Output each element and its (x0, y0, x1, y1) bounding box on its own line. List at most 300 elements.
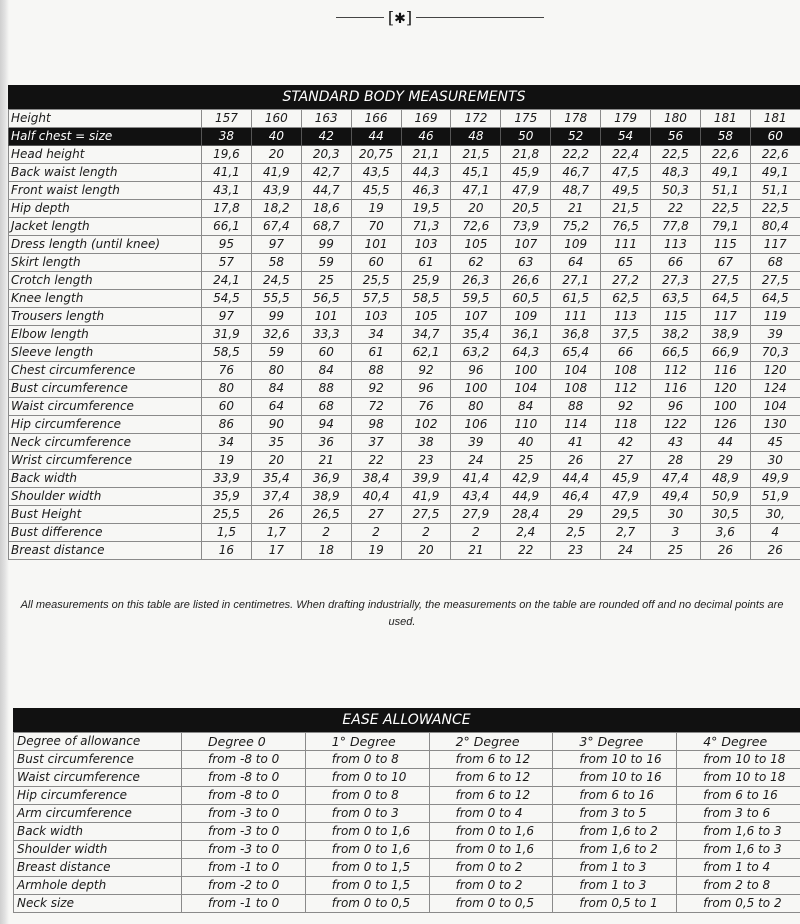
measurement-value: 20 (251, 452, 301, 470)
measurement-value: 50,3 (651, 182, 701, 200)
measurement-value: 22,5 (750, 200, 800, 218)
ease-header-cell: Degree of allowance (14, 733, 182, 751)
measurement-label: Hip depth (9, 200, 202, 218)
measurement-value: 114 (551, 416, 601, 434)
measurement-value: 36,9 (301, 470, 351, 488)
ease-value: from 0 to 4 (429, 805, 553, 823)
ease-value: from 10 to 16 (553, 769, 677, 787)
measurement-value: 65 (601, 254, 651, 272)
measurement-value: 166 (351, 110, 401, 128)
measurement-label: Jacket length (9, 218, 202, 236)
ease-value: from -8 to 0 (182, 769, 306, 787)
measurement-value: 51,1 (700, 182, 750, 200)
measurement-value: 105 (451, 236, 501, 254)
measurement-value: 120 (750, 362, 800, 380)
ease-label: Neck size (14, 895, 182, 913)
measurement-value: 160 (251, 110, 301, 128)
measurement-value: 92 (351, 380, 401, 398)
measurement-value: 43,4 (451, 488, 501, 506)
measurement-value: 88 (551, 398, 601, 416)
measurement-value: 116 (651, 380, 701, 398)
measurement-label: Shoulder width (9, 488, 202, 506)
measurement-value: 22,6 (700, 146, 750, 164)
measurement-label: Waist circumference (9, 398, 202, 416)
measurement-value: 43,9 (251, 182, 301, 200)
measurement-label: Wrist circumference (9, 452, 202, 470)
measurement-label: Trousers length (9, 308, 202, 326)
ease-value: from 1 to 3 (553, 859, 677, 877)
measurement-value: 61 (351, 344, 401, 362)
measurement-value: 22,6 (750, 146, 800, 164)
measurement-value: 2,5 (551, 524, 601, 542)
ease-value: from 0 to 10 (305, 769, 429, 787)
measurements-title: STANDARD BODY MEASUREMENTS (8, 85, 800, 109)
measurement-value: 102 (401, 416, 451, 434)
measurement-value: 25,5 (351, 272, 401, 290)
measurement-value: 27,5 (700, 272, 750, 290)
measurement-value: 17 (251, 542, 301, 560)
measurement-value: 113 (601, 308, 651, 326)
measurement-row (9, 164, 800, 182)
measurement-value: 25 (651, 542, 701, 560)
measurement-value: 21,1 (401, 146, 451, 164)
measurement-value: 41,1 (202, 164, 252, 182)
measurement-row (9, 110, 800, 128)
ease-value: from 0 to 1,6 (305, 841, 429, 859)
measurement-value: 18,2 (251, 200, 301, 218)
measurement-value: 118 (601, 416, 651, 434)
measurement-value: 27,3 (651, 272, 701, 290)
measurement-value: 2 (401, 524, 451, 542)
measurement-value: 163 (301, 110, 351, 128)
ease-label: Shoulder width (14, 841, 182, 859)
measurement-label: Crotch length (9, 272, 202, 290)
measurement-value: 46,4 (551, 488, 601, 506)
ease-value: from 6 to 16 (677, 787, 800, 805)
measurement-value: 52 (551, 128, 601, 146)
measurement-value: 107 (501, 236, 551, 254)
measurement-value: 27,5 (401, 506, 451, 524)
measurement-value: 19,5 (401, 200, 451, 218)
measurement-value: 101 (351, 236, 401, 254)
measurement-value: 38,9 (700, 326, 750, 344)
measurement-value: 37,5 (601, 326, 651, 344)
measurement-value: 103 (401, 236, 451, 254)
ease-value: from -8 to 0 (182, 787, 306, 805)
ease-value: from -8 to 0 (182, 751, 306, 769)
measurement-value: 36 (301, 434, 351, 452)
measurement-value: 41 (551, 434, 601, 452)
ease-value: from 6 to 12 (429, 787, 553, 805)
measurement-value: 179 (601, 110, 651, 128)
measurement-value: 95 (202, 236, 252, 254)
measurement-label: Breast distance (9, 542, 202, 560)
measurement-value: 38 (202, 128, 252, 146)
ease-value: from 0 to 2 (429, 859, 553, 877)
ease-value: from 0 to 1,6 (305, 823, 429, 841)
ease-value: from 10 to 16 (553, 751, 677, 769)
measurement-value: 44,3 (401, 164, 451, 182)
measurement-value: 54 (601, 128, 651, 146)
measurement-row (9, 542, 800, 560)
measurement-row (9, 128, 800, 146)
measurement-value: 60 (202, 398, 252, 416)
measurement-value: 178 (551, 110, 601, 128)
measurement-label: Head height (9, 146, 202, 164)
measurement-value: 22,5 (700, 200, 750, 218)
measurement-value: 30 (651, 506, 701, 524)
measurement-value: 90 (251, 416, 301, 434)
measurement-value: 181 (750, 110, 800, 128)
measurement-value: 1,5 (202, 524, 252, 542)
measurement-value: 22 (501, 542, 551, 560)
measurement-value: 77,8 (651, 218, 701, 236)
measurement-value: 21,5 (451, 146, 501, 164)
measurement-value: 47,5 (601, 164, 651, 182)
measurement-value: 71,3 (401, 218, 451, 236)
measurement-value: 106 (451, 416, 501, 434)
measurement-value: 101 (301, 308, 351, 326)
ease-allowance-table (13, 732, 800, 913)
ease-header-cell: 4° Degree (677, 733, 800, 751)
measurement-value: 117 (700, 308, 750, 326)
measurement-value: 54,5 (202, 290, 252, 308)
measurement-value: 49,5 (601, 182, 651, 200)
measurement-value: 43,1 (202, 182, 252, 200)
measurement-value: 32,6 (251, 326, 301, 344)
measurement-value: 115 (651, 308, 701, 326)
measurement-value: 39 (451, 434, 501, 452)
measurement-value: 84 (301, 362, 351, 380)
ease-label: Back width (14, 823, 182, 841)
measurement-label: Elbow length (9, 326, 202, 344)
measurement-value: 37 (351, 434, 401, 452)
ease-row (14, 859, 800, 877)
measurement-value: 92 (601, 398, 651, 416)
pin-ornament-icon: [✱] (387, 8, 413, 27)
measurement-value: 49,1 (700, 164, 750, 182)
measurement-value: 30,5 (700, 506, 750, 524)
measurement-row (9, 200, 800, 218)
ease-value: from 0 to 1,6 (429, 823, 553, 841)
measurement-value: 86 (202, 416, 252, 434)
measurement-value: 88 (301, 380, 351, 398)
ease-value: from 0 to 1,5 (305, 859, 429, 877)
measurement-row (9, 182, 800, 200)
ease-value: from 2 to 8 (677, 877, 800, 895)
measurement-value: 2 (351, 524, 401, 542)
measurement-value: 61,5 (551, 290, 601, 308)
measurement-value: 62 (451, 254, 501, 272)
measurement-value: 27,5 (750, 272, 800, 290)
measurement-value: 96 (651, 398, 701, 416)
measurement-value: 20 (401, 542, 451, 560)
measurement-value: 24 (451, 452, 501, 470)
measurement-value: 28,4 (501, 506, 551, 524)
measurement-value: 96 (401, 380, 451, 398)
ease-value: from 10 to 18 (677, 751, 800, 769)
measurement-value: 92 (401, 362, 451, 380)
measurement-label: Height (9, 110, 202, 128)
measurement-value: 62,1 (401, 344, 451, 362)
measurement-row (9, 362, 800, 380)
measurement-row (9, 524, 800, 542)
measurement-value: 49,9 (750, 470, 800, 488)
measurement-value: 27,1 (551, 272, 601, 290)
measurement-value: 70 (351, 218, 401, 236)
measurement-value: 58,5 (401, 290, 451, 308)
measurement-row (9, 146, 800, 164)
measurement-value: 60 (301, 344, 351, 362)
measurement-value: 76 (202, 362, 252, 380)
measurement-value: 24 (601, 542, 651, 560)
measurement-value: 19 (351, 200, 401, 218)
measurement-value: 25,5 (202, 506, 252, 524)
measurement-value: 18 (301, 542, 351, 560)
measurement-value: 24,5 (251, 272, 301, 290)
ease-value: from -3 to 0 (182, 805, 306, 823)
ornament-line-right (416, 17, 544, 18)
measurement-value: 41,9 (251, 164, 301, 182)
ease-value: from 0 to 8 (305, 751, 429, 769)
measurement-value: 117 (750, 236, 800, 254)
measurement-value: 107 (451, 308, 501, 326)
measurement-value: 47,9 (601, 488, 651, 506)
measurement-note: All measurements on this table are listed in centimetres. When drafting industrially, the measurements on the table are rounded off and no decimal points are used. (20, 599, 784, 628)
measurement-value: 23 (401, 452, 451, 470)
measurement-value: 41,9 (401, 488, 451, 506)
measurement-value: 63,5 (651, 290, 701, 308)
ease-value: from 3 to 6 (677, 805, 800, 823)
measurement-value: 84 (251, 380, 301, 398)
measurement-label: Sleeve length (9, 344, 202, 362)
ease-value: from 3 to 5 (553, 805, 677, 823)
ease-row (14, 823, 800, 841)
measurement-value: 33,9 (202, 470, 252, 488)
measurement-value: 76 (401, 398, 451, 416)
measurement-value: 119 (750, 308, 800, 326)
measurement-value: 38,4 (351, 470, 401, 488)
measurement-value: 48 (451, 128, 501, 146)
measurement-value: 67 (700, 254, 750, 272)
ease-row (14, 841, 800, 859)
measurement-value: 65,4 (551, 344, 601, 362)
ease-value: from -1 to 0 (182, 859, 306, 877)
measurement-value: 42,9 (501, 470, 551, 488)
measurement-label: Skirt length (9, 254, 202, 272)
measurement-row (9, 254, 800, 272)
ease-value: from 0 to 0,5 (429, 895, 553, 913)
ease-header-cell: Degree 0 (182, 733, 306, 751)
measurement-value: 26 (700, 542, 750, 560)
measurement-value: 26 (251, 506, 301, 524)
ease-row (14, 787, 800, 805)
measurement-label: Front waist length (9, 182, 202, 200)
measurement-value: 20 (251, 146, 301, 164)
measurement-value: 98 (351, 416, 401, 434)
measurement-value: 22 (351, 452, 401, 470)
measurement-value: 76,5 (601, 218, 651, 236)
measurement-value: 40,4 (351, 488, 401, 506)
ease-row (14, 895, 800, 913)
measurement-value: 169 (401, 110, 451, 128)
measurement-value: 30, (750, 506, 800, 524)
measurement-value: 47,4 (651, 470, 701, 488)
ease-value: from 1 to 3 (553, 877, 677, 895)
ease-label: Bust circumference (14, 751, 182, 769)
measurement-value: 36,1 (501, 326, 551, 344)
measurement-value: 44,7 (301, 182, 351, 200)
measurement-value: 126 (700, 416, 750, 434)
measurement-value: 57,5 (351, 290, 401, 308)
ease-value: from -1 to 0 (182, 895, 306, 913)
measurement-value: 43 (651, 434, 701, 452)
measurement-value: 22 (651, 200, 701, 218)
measurement-value: 3 (651, 524, 701, 542)
measurement-value: 110 (501, 416, 551, 434)
measurement-value: 63,2 (451, 344, 501, 362)
ease-value: from 0 to 3 (305, 805, 429, 823)
measurement-value: 46,7 (551, 164, 601, 182)
measurement-value: 25 (301, 272, 351, 290)
ease-label: Hip circumference (14, 787, 182, 805)
measurement-value: 26,3 (451, 272, 501, 290)
measurement-value: 34 (351, 326, 401, 344)
measurement-value: 35,9 (202, 488, 252, 506)
measurement-value: 21,5 (601, 200, 651, 218)
measurement-value: 19,6 (202, 146, 252, 164)
measurement-value: 26,6 (501, 272, 551, 290)
measurement-value: 59,5 (451, 290, 501, 308)
measurement-value: 20,75 (351, 146, 401, 164)
measurement-value: 58 (251, 254, 301, 272)
measurement-value: 60,5 (501, 290, 551, 308)
measurement-value: 27 (351, 506, 401, 524)
measurement-value: 26,5 (301, 506, 351, 524)
measurement-row (9, 452, 800, 470)
measurement-value: 35,4 (251, 470, 301, 488)
measurement-value: 103 (351, 308, 401, 326)
measurement-value: 2 (451, 524, 501, 542)
measurement-value: 20,3 (301, 146, 351, 164)
measurement-value: 45 (750, 434, 800, 452)
ease-label: Breast distance (14, 859, 182, 877)
measurement-value: 67,4 (251, 218, 301, 236)
measurement-value: 116 (700, 362, 750, 380)
measurement-value: 56 (651, 128, 701, 146)
measurement-value: 100 (501, 362, 551, 380)
measurement-value: 105 (401, 308, 451, 326)
measurement-value: 4 (750, 524, 800, 542)
measurement-row (9, 398, 800, 416)
measurement-value: 47,9 (501, 182, 551, 200)
measurement-value: 19 (202, 452, 252, 470)
measurement-label: Half chest = size (9, 128, 202, 146)
measurement-value: 42 (601, 434, 651, 452)
measurement-value: 72 (351, 398, 401, 416)
ease-value: from 1,6 to 3 (677, 841, 800, 859)
ease-header-cell: 1° Degree (305, 733, 429, 751)
measurement-value: 113 (651, 236, 701, 254)
measurement-value: 56,5 (301, 290, 351, 308)
measurement-value: 88 (351, 362, 401, 380)
ease-value: from 0 to 1,5 (305, 877, 429, 895)
measurement-row (9, 416, 800, 434)
measurement-value: 37,4 (251, 488, 301, 506)
measurement-value: 31,9 (202, 326, 252, 344)
measurement-row (9, 506, 800, 524)
measurement-value: 97 (202, 308, 252, 326)
measurement-value: 50,9 (700, 488, 750, 506)
measurement-value: 38,9 (301, 488, 351, 506)
measurement-value: 99 (301, 236, 351, 254)
measurement-value: 62,5 (601, 290, 651, 308)
measurement-value: 48,7 (551, 182, 601, 200)
measurement-value: 18,6 (301, 200, 351, 218)
measurement-label: Back waist length (9, 164, 202, 182)
measurement-value: 97 (251, 236, 301, 254)
ease-value: from 0,5 to 1 (553, 895, 677, 913)
measurement-value: 27,9 (451, 506, 501, 524)
measurement-value: 45,9 (501, 164, 551, 182)
measurement-value: 41,4 (451, 470, 501, 488)
measurement-value: 124 (750, 380, 800, 398)
measurement-value: 175 (501, 110, 551, 128)
measurement-value: 94 (301, 416, 351, 434)
measurement-value: 104 (551, 362, 601, 380)
measurement-value: 45,1 (451, 164, 501, 182)
measurement-value: 60 (351, 254, 401, 272)
measurement-value: 39,9 (401, 470, 451, 488)
measurement-value: 63 (501, 254, 551, 272)
measurement-value: 99 (251, 308, 301, 326)
measurement-value: 80 (451, 398, 501, 416)
measurement-value: 25 (501, 452, 551, 470)
measurement-value: 36,8 (551, 326, 601, 344)
measurement-value: 22,4 (601, 146, 651, 164)
measurement-value: 104 (501, 380, 551, 398)
measurement-value: 30 (750, 452, 800, 470)
measurement-value: 29 (700, 452, 750, 470)
measurement-row (9, 434, 800, 452)
measurement-value: 59 (301, 254, 351, 272)
measurement-value: 66 (601, 344, 651, 362)
ease-label: Waist circumference (14, 769, 182, 787)
ease-value: from 0,5 to 2 (677, 895, 800, 913)
measurement-value: 39 (750, 326, 800, 344)
measurement-value: 45,9 (601, 470, 651, 488)
measurement-value: 50 (501, 128, 551, 146)
measurement-value: 43,5 (351, 164, 401, 182)
measurement-value: 2,7 (601, 524, 651, 542)
measurement-value: 44 (351, 128, 401, 146)
ease-value: from 1,6 to 3 (677, 823, 800, 841)
measurement-value: 66,1 (202, 218, 252, 236)
measurement-row (9, 488, 800, 506)
ease-value: from 1,6 to 2 (553, 841, 677, 859)
measurement-value: 112 (601, 380, 651, 398)
measurement-label: Bust difference (9, 524, 202, 542)
measurement-value: 40 (501, 434, 551, 452)
measurement-value: 42,7 (301, 164, 351, 182)
ease-value: from 1 to 4 (677, 859, 800, 877)
measurement-value: 44 (700, 434, 750, 452)
measurement-value: 27 (601, 452, 651, 470)
measurement-value: 29,5 (601, 506, 651, 524)
measurement-label: Hip circumference (9, 416, 202, 434)
measurement-value: 25,9 (401, 272, 451, 290)
measurement-value: 100 (700, 398, 750, 416)
